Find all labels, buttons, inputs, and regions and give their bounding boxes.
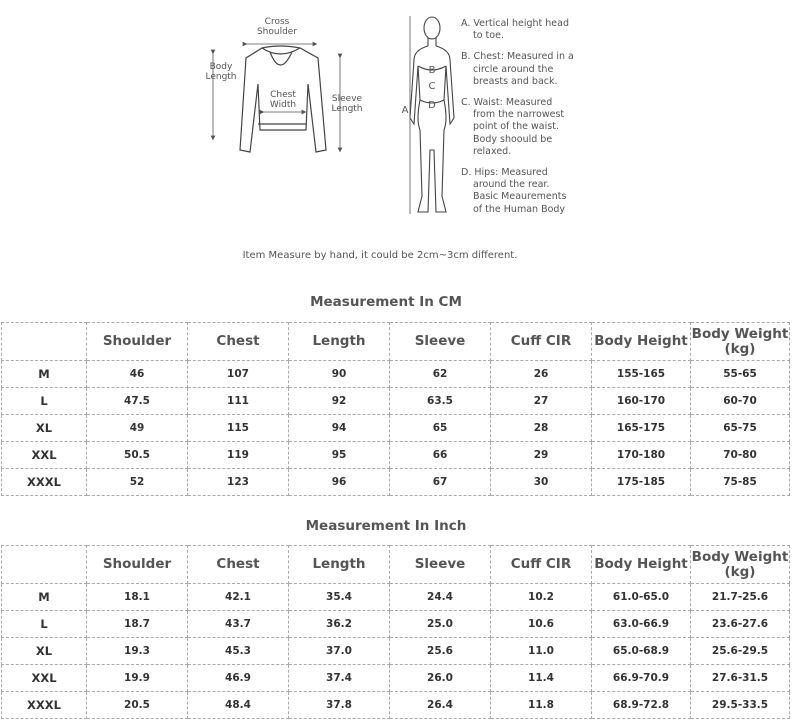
column-header: Cuff CIR bbox=[491, 546, 592, 584]
table-cell: 25.0 bbox=[390, 611, 491, 638]
table-cell: 75-85 bbox=[691, 469, 790, 496]
column-header: Body Weight (kg) bbox=[691, 546, 790, 584]
table-cell: 11.8 bbox=[491, 692, 592, 719]
column-header: Shoulder bbox=[87, 323, 188, 361]
table-cell: 96 bbox=[289, 469, 390, 496]
column-header: Chest bbox=[188, 546, 289, 584]
table-cell: 36.2 bbox=[289, 611, 390, 638]
table-cell: 66.9-70.9 bbox=[592, 665, 691, 692]
measurement-illustration bbox=[0, 0, 800, 270]
inch-size-table bbox=[1, 545, 790, 719]
table-cell: 26.4 bbox=[390, 692, 491, 719]
size-label: XXXL bbox=[2, 469, 87, 496]
measurement-note: Item Measure by hand, it could be 2cm~3cm different. bbox=[242, 250, 518, 261]
table-cell: 37.8 bbox=[289, 692, 390, 719]
table-cell: 67 bbox=[390, 469, 491, 496]
table-cell: 18.7 bbox=[87, 611, 188, 638]
table-row bbox=[2, 415, 790, 442]
table-cell: 26.0 bbox=[390, 665, 491, 692]
column-header: Sleeve bbox=[390, 546, 491, 584]
size-label: M bbox=[2, 584, 87, 611]
column-header: Body Weight (kg) bbox=[691, 323, 790, 361]
table-cell: 46.9 bbox=[188, 665, 289, 692]
table-cell: 28 bbox=[491, 415, 592, 442]
table-cell: 65 bbox=[390, 415, 491, 442]
table-cell: 48.4 bbox=[188, 692, 289, 719]
table-cell: 175-185 bbox=[592, 469, 691, 496]
size-label: M bbox=[2, 361, 87, 388]
chest-width-label: Chest Width bbox=[269, 90, 297, 110]
table-cell: 70-80 bbox=[691, 442, 790, 469]
size-label: XL bbox=[2, 638, 87, 665]
table-header-row bbox=[2, 546, 790, 584]
table-cell: 37.4 bbox=[289, 665, 390, 692]
table-cell: 29 bbox=[491, 442, 592, 469]
column-header: Length bbox=[289, 323, 390, 361]
legend-item-b: B. Chest: Measured in a circle around the breasts and back. bbox=[461, 51, 574, 87]
legend-item-a: A. Vertical height head to toe. bbox=[461, 18, 569, 42]
size-label: XXL bbox=[2, 442, 87, 469]
size-label: L bbox=[2, 611, 87, 638]
column-header: Chest bbox=[188, 323, 289, 361]
table-cell: 49 bbox=[87, 415, 188, 442]
legend-item-c: C. Waist: Measured from the narrowest point of the waist. Body shoould be relaxed. bbox=[461, 97, 565, 157]
table-cell: 50.5 bbox=[87, 442, 188, 469]
table-cell: 37.0 bbox=[289, 638, 390, 665]
table-cell: 10.6 bbox=[491, 611, 592, 638]
table-row bbox=[2, 442, 790, 469]
table-cell: 68.9-72.8 bbox=[592, 692, 691, 719]
column-header: Shoulder bbox=[87, 546, 188, 584]
table-cell: 26 bbox=[491, 361, 592, 388]
table-cell: 35.4 bbox=[289, 584, 390, 611]
table-cell: 11.4 bbox=[491, 665, 592, 692]
cm-table-title: Measurement In CM bbox=[310, 294, 462, 310]
table-cell: 95 bbox=[289, 442, 390, 469]
table-cell: 10.2 bbox=[491, 584, 592, 611]
table-cell: 19.3 bbox=[87, 638, 188, 665]
table-cell: 47.5 bbox=[87, 388, 188, 415]
table-cell: 60-70 bbox=[691, 388, 790, 415]
sleeve-length-label: Sleeve Length bbox=[331, 94, 363, 114]
body-length-label: Body Length bbox=[205, 62, 237, 82]
size-label: XXL bbox=[2, 665, 87, 692]
table-cell: 20.5 bbox=[87, 692, 188, 719]
column-header bbox=[2, 323, 87, 361]
table-cell: 46 bbox=[87, 361, 188, 388]
table-row bbox=[2, 469, 790, 496]
cm-size-table bbox=[1, 322, 790, 496]
table-cell: 45.3 bbox=[188, 638, 289, 665]
table-cell: 62 bbox=[390, 361, 491, 388]
table-header-row bbox=[2, 323, 790, 361]
table-cell: 94 bbox=[289, 415, 390, 442]
table-cell: 63.5 bbox=[390, 388, 491, 415]
table-cell: 111 bbox=[188, 388, 289, 415]
table-cell: 29.5-33.5 bbox=[691, 692, 790, 719]
size-label: XXXL bbox=[2, 692, 87, 719]
body-figure bbox=[410, 17, 454, 212]
table-cell: 23.6-27.6 bbox=[691, 611, 790, 638]
column-header bbox=[2, 546, 87, 584]
inch-table-title: Measurement In Inch bbox=[305, 518, 467, 534]
marker-b: B bbox=[428, 65, 436, 76]
table-cell: 66 bbox=[390, 442, 491, 469]
size-label: L bbox=[2, 388, 87, 415]
table-cell: 119 bbox=[188, 442, 289, 469]
column-header: Body Height bbox=[592, 323, 691, 361]
table-cell: 92 bbox=[289, 388, 390, 415]
marker-a: A bbox=[401, 105, 409, 116]
column-header: Cuff CIR bbox=[491, 323, 592, 361]
marker-d: D bbox=[428, 100, 436, 111]
table-cell: 160-170 bbox=[592, 388, 691, 415]
column-header: Sleeve bbox=[390, 323, 491, 361]
table-row bbox=[2, 584, 790, 611]
measurement-legend bbox=[461, 18, 581, 225]
column-header: Length bbox=[289, 546, 390, 584]
table-cell: 165-175 bbox=[592, 415, 691, 442]
table-cell: 18.1 bbox=[87, 584, 188, 611]
table-cell: 25.6 bbox=[390, 638, 491, 665]
table-row bbox=[2, 361, 790, 388]
column-header: Body Height bbox=[592, 546, 691, 584]
table-row bbox=[2, 638, 790, 665]
table-cell: 52 bbox=[87, 469, 188, 496]
table-cell: 30 bbox=[491, 469, 592, 496]
table-cell: 42.1 bbox=[188, 584, 289, 611]
table-cell: 11.0 bbox=[491, 638, 592, 665]
table-cell: 27.6-31.5 bbox=[691, 665, 790, 692]
table-cell: 24.4 bbox=[390, 584, 491, 611]
table-row bbox=[2, 388, 790, 415]
table-cell: 123 bbox=[188, 469, 289, 496]
table-row bbox=[2, 692, 790, 719]
table-cell: 90 bbox=[289, 361, 390, 388]
table-cell: 170-180 bbox=[592, 442, 691, 469]
table-cell: 55-65 bbox=[691, 361, 790, 388]
legend-item-d: D. Hips: Measured around the rear. Basic Meaurements of the Human Body bbox=[461, 167, 567, 215]
table-cell: 27 bbox=[491, 388, 592, 415]
table-cell: 25.6-29.5 bbox=[691, 638, 790, 665]
table-row bbox=[2, 611, 790, 638]
measurement-drawings bbox=[0, 0, 800, 270]
table-cell: 115 bbox=[188, 415, 289, 442]
cross-shoulder-label: Cross Shoulder bbox=[256, 17, 298, 37]
table-cell: 43.7 bbox=[188, 611, 289, 638]
table-cell: 61.0-65.0 bbox=[592, 584, 691, 611]
table-cell: 21.7-25.6 bbox=[691, 584, 790, 611]
table-row bbox=[2, 665, 790, 692]
size-label: XL bbox=[2, 415, 87, 442]
table-cell: 65.0-68.9 bbox=[592, 638, 691, 665]
table-cell: 65-75 bbox=[691, 415, 790, 442]
table-cell: 155-165 bbox=[592, 361, 691, 388]
table-cell: 19.9 bbox=[87, 665, 188, 692]
marker-c: C bbox=[428, 81, 436, 92]
table-cell: 63.0-66.9 bbox=[592, 611, 691, 638]
table-cell: 107 bbox=[188, 361, 289, 388]
